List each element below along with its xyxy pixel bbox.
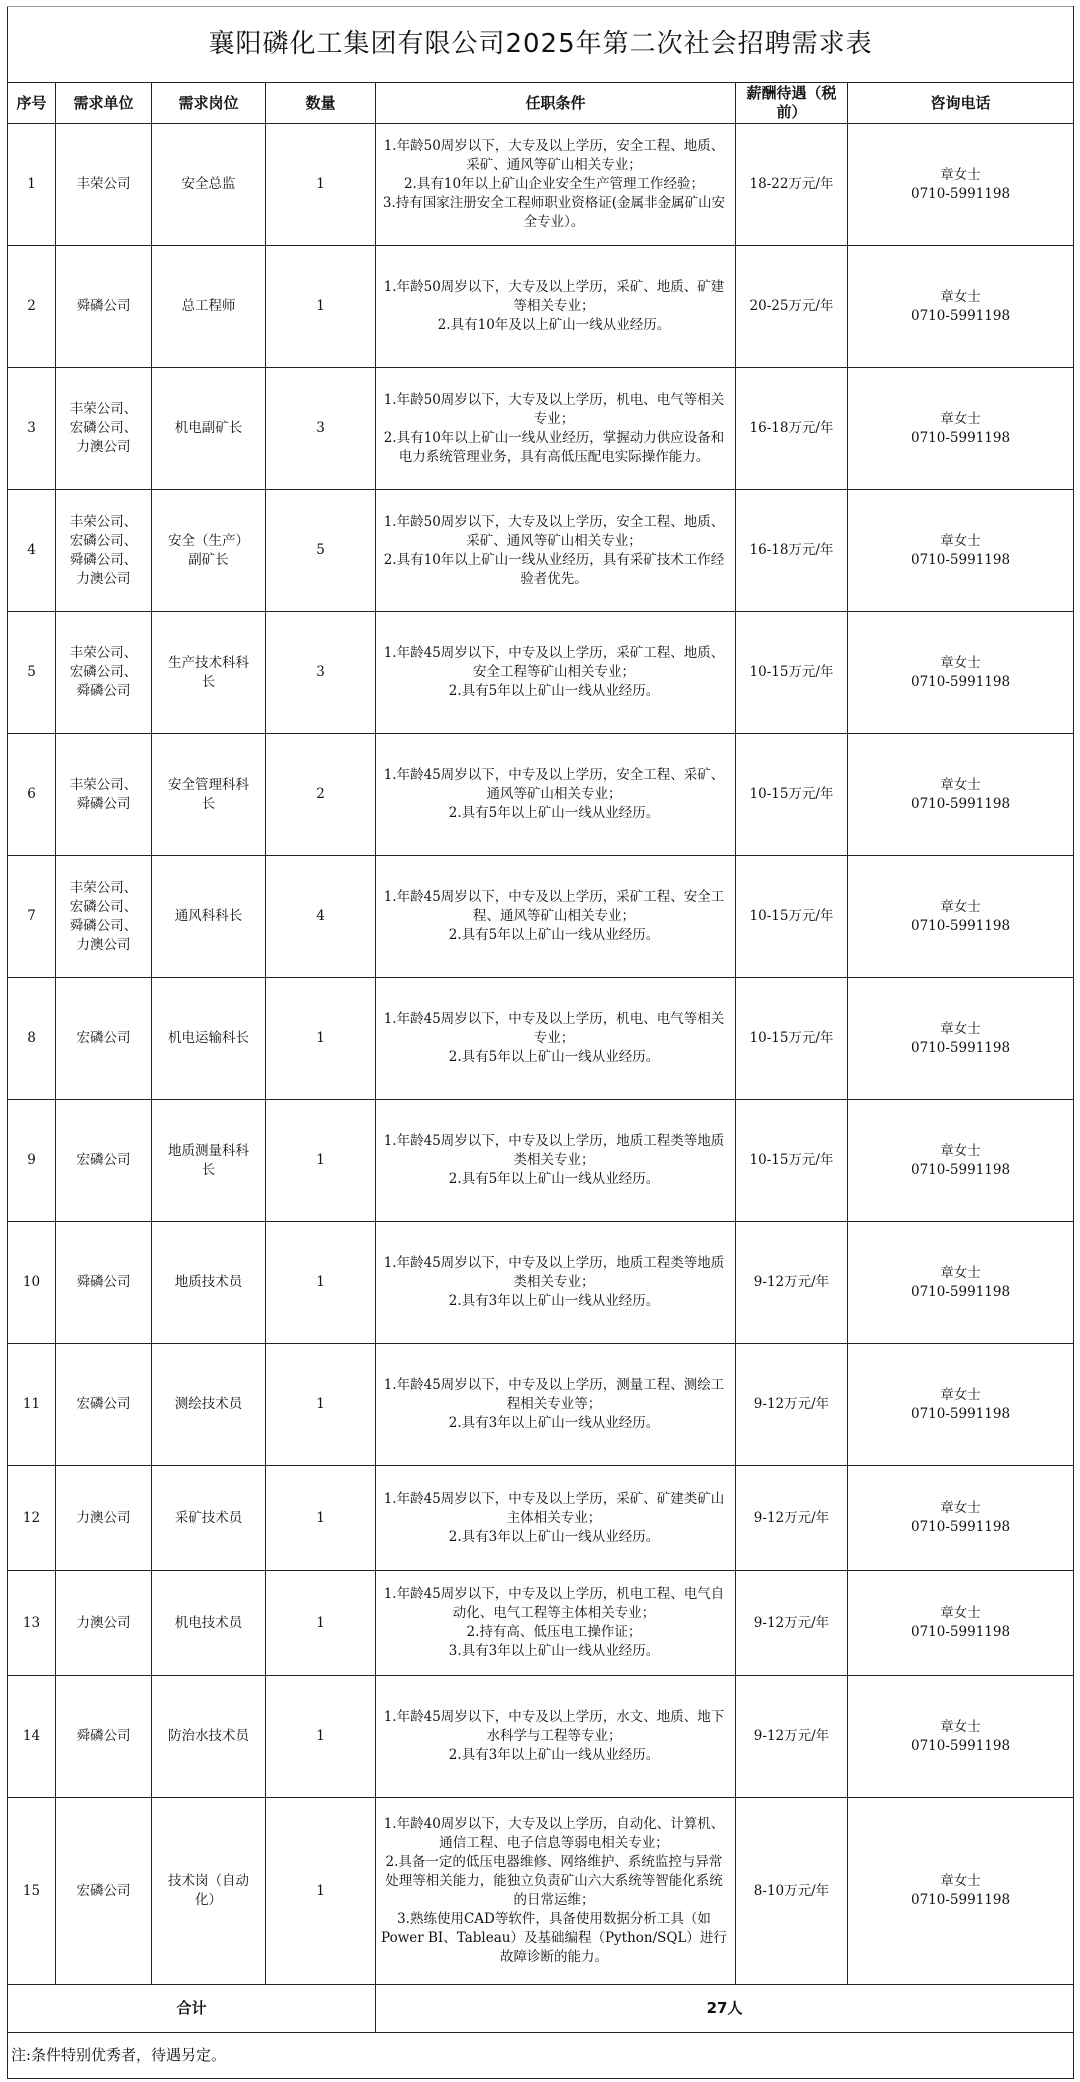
- row-salary: 20-25万元/年: [736, 246, 848, 368]
- row-phone: [848, 1798, 1074, 1985]
- row-post: [152, 1571, 266, 1676]
- post-line: 测绘技术员: [174, 1396, 243, 1412]
- requirement-line: 2.具有5年以上矿山一线从业经历。: [448, 1171, 660, 1187]
- contact-phone: 0710-5991198: [911, 673, 1011, 690]
- row-requirements: [376, 368, 736, 490]
- table-row: [8, 490, 1074, 612]
- unit-line: 丰荣公司、: [69, 645, 138, 661]
- recruitment-table: [7, 6, 1074, 2079]
- table-row: [8, 1100, 1074, 1222]
- requirement-line: 2.具有10年以上矿山企业安全生产管理工作经验；: [403, 176, 705, 192]
- requirement-line: 2.具有10年以上矿山一线从业经历，具有采矿技术工作经验者优先。: [383, 551, 725, 587]
- table-row: [8, 368, 1074, 490]
- total-label: 合计: [8, 1985, 376, 2033]
- row-requirements: [376, 978, 736, 1100]
- contact-name: 章女士: [940, 410, 981, 427]
- requirement-line: 2.持有高、低压电工操作证；: [466, 1624, 642, 1640]
- row-post: [152, 124, 266, 246]
- row-salary: 18-22万元/年: [736, 124, 848, 246]
- row-unit: [56, 1466, 152, 1571]
- row-salary: 10-15万元/年: [736, 856, 848, 978]
- row-requirements: [376, 734, 736, 856]
- note-row: [8, 2033, 1074, 2079]
- table-row: [8, 1344, 1074, 1466]
- table-row: [8, 1571, 1074, 1676]
- row-phone: [848, 1100, 1074, 1222]
- requirement-line: 2.具有3年以上矿山一线从业经历。: [448, 1747, 660, 1763]
- requirement-line: 2.具备一定的低压电器维修、网络维护、系统监控与异常处理等相关能力，能独立负责矿山六大系统等智能化系统的日常运维；: [385, 1854, 723, 1908]
- row-unit: [56, 124, 152, 246]
- row-count: 5: [266, 490, 376, 612]
- unit-line: 宏磷公司: [76, 1396, 131, 1412]
- table-row: [8, 856, 1074, 978]
- post-line: 化）: [195, 1892, 222, 1908]
- post-line: 副矿长: [188, 551, 229, 568]
- row-count: 2: [266, 734, 376, 856]
- row-salary: 16-18万元/年: [736, 490, 848, 612]
- row-number: 5: [8, 612, 56, 734]
- row-salary: 10-15万元/年: [736, 978, 848, 1100]
- row-requirements: [376, 246, 736, 368]
- unit-line: 宏磷公司、: [69, 664, 138, 680]
- row-count: 1: [266, 124, 376, 246]
- row-post: [152, 368, 266, 490]
- row-number: 1: [8, 124, 56, 246]
- row-number: 11: [8, 1344, 56, 1466]
- requirement-line: 2.具有10年及以上矿山一线从业经历。: [437, 317, 671, 333]
- row-salary: 9-12万元/年: [736, 1571, 848, 1676]
- requirement-line: 1.年龄50周岁以下，大专及以上学历，安全工程、地质、采矿、通风等矿山相关专业；: [383, 513, 725, 549]
- requirement-line: 2.具有3年以上矿山一线从业经历。: [448, 1528, 660, 1545]
- row-number: 3: [8, 368, 56, 490]
- post-line: 采矿技术员: [174, 1509, 243, 1526]
- contact-phone: 0710-5991198: [911, 1737, 1011, 1754]
- requirement-line: 1.年龄45周岁以下，中专及以上学历，安全工程、采矿、通风等矿山相关专业；: [383, 767, 725, 802]
- requirement-line: 2.具有3年以上矿山一线从业经历。: [448, 1415, 660, 1431]
- table-row: [8, 1222, 1074, 1344]
- row-count: 1: [266, 1798, 376, 1985]
- unit-line: 舜磷公司: [76, 795, 131, 812]
- post-line: 总工程师: [181, 298, 236, 314]
- row-phone: [848, 124, 1074, 246]
- row-number: 9: [8, 1100, 56, 1222]
- contact-name: 章女士: [940, 898, 981, 915]
- unit-line: 宏磷公司、: [69, 420, 138, 436]
- row-requirements: [376, 856, 736, 978]
- row-phone: [848, 734, 1074, 856]
- requirement-line: 1.年龄45周岁以下，中专及以上学历，水文、地质、地下水科学与工程等专业；: [383, 1709, 725, 1744]
- requirement-line: 1.年龄45周岁以下，中专及以上学历，采矿工程、地质、安全工程等矿山相关专业；: [383, 645, 725, 680]
- row-count: 1: [266, 1466, 376, 1571]
- unit-line: 舜磷公司: [76, 683, 131, 699]
- requirement-line: 1.年龄45周岁以下，中专及以上学历，地质工程类等地质类相关专业；: [383, 1255, 725, 1290]
- header-phone: 咨询电话: [848, 83, 1074, 124]
- row-count: 3: [266, 368, 376, 490]
- contact-phone: 0710-5991198: [911, 1519, 1011, 1535]
- post-line: 生产技术科科: [168, 654, 249, 671]
- unit-line: 丰荣公司、: [69, 879, 138, 896]
- row-phone: [848, 490, 1074, 612]
- row-unit: [56, 246, 152, 368]
- unit-line: 力澳公司: [76, 439, 131, 455]
- header-no: 序号: [8, 83, 56, 124]
- row-requirements: [376, 1344, 736, 1466]
- row-post: [152, 612, 266, 734]
- row-salary: 9-12万元/年: [736, 1676, 848, 1798]
- requirement-line: 3.持有国家注册安全工程师职业资格证(金属非金属矿山安全专业）。: [382, 195, 726, 230]
- table-row: [8, 246, 1074, 368]
- contact-phone: 0710-5991198: [911, 429, 1011, 446]
- contact-name: 章女士: [940, 1500, 981, 1516]
- contact-name: 章女士: [940, 1605, 981, 1621]
- row-number: 6: [8, 734, 56, 856]
- contact-name: 章女士: [940, 1142, 981, 1159]
- contact-phone: 0710-5991198: [911, 551, 1011, 568]
- requirement-line: 1.年龄45周岁以下，中专及以上学历，机电工程、电气自动化、电气工程等主体相关专业；: [383, 1586, 725, 1621]
- unit-line: 丰荣公司、: [69, 401, 138, 417]
- row-phone: [848, 1676, 1074, 1798]
- unit-line: 力澳公司: [76, 936, 131, 953]
- requirement-line: 1.年龄45周岁以下，中专及以上学历，地质工程类等地质类相关专业；: [383, 1133, 725, 1168]
- post-line: 防治水技术员: [168, 1728, 249, 1744]
- row-salary: 9-12万元/年: [736, 1344, 848, 1466]
- unit-line: 丰荣公司、: [69, 513, 138, 530]
- contact-phone: 0710-5991198: [911, 1624, 1011, 1640]
- contact-name: 章女士: [940, 1386, 981, 1403]
- row-phone: [848, 246, 1074, 368]
- requirement-line: 1.年龄50周岁以下，大专及以上学历，采矿、地质、矿建等相关专业；: [383, 279, 725, 314]
- header-post: 需求岗位: [152, 83, 266, 124]
- unit-line: 丰荣公司: [76, 176, 131, 192]
- post-line: 长: [201, 673, 216, 690]
- contact-name: 章女士: [940, 166, 981, 183]
- row-count: 1: [266, 246, 376, 368]
- row-unit: [56, 1676, 152, 1798]
- row-post: [152, 490, 266, 612]
- contact-phone: 0710-5991198: [911, 1161, 1011, 1178]
- unit-line: 舜磷公司: [76, 1728, 131, 1744]
- row-post: [152, 1676, 266, 1798]
- contact-phone: 0710-5991198: [911, 1039, 1011, 1056]
- row-salary: 10-15万元/年: [736, 734, 848, 856]
- unit-line: 力澳公司: [76, 570, 131, 587]
- requirement-line: 3.具有3年以上矿山一线从业经历。: [448, 1643, 660, 1659]
- row-salary: 9-12万元/年: [736, 1466, 848, 1571]
- post-line: 机电技术员: [174, 1614, 243, 1631]
- contact-name: 章女士: [940, 654, 981, 671]
- contact-phone: 0710-5991198: [911, 307, 1011, 324]
- table-row: [8, 612, 1074, 734]
- row-phone: [848, 1344, 1074, 1466]
- unit-line: 力澳公司: [76, 1614, 131, 1631]
- requirement-line: 2.具有5年以上矿山一线从业经历。: [448, 805, 660, 821]
- row-count: 1: [266, 1344, 376, 1466]
- row-number: 13: [8, 1571, 56, 1676]
- row-count: 4: [266, 856, 376, 978]
- row-phone: [848, 1466, 1074, 1571]
- requirement-line: 2.具有5年以上矿山一线从业经历。: [448, 683, 660, 699]
- row-requirements: [376, 612, 736, 734]
- row-requirements: [376, 1798, 736, 1985]
- row-post: [152, 1222, 266, 1344]
- row-post: [152, 1466, 266, 1571]
- total-value: 27人: [376, 1985, 1074, 2033]
- total-row: [8, 1985, 1074, 2033]
- row-post: [152, 1798, 266, 1985]
- header-count: 数量: [266, 83, 376, 124]
- row-post: [152, 978, 266, 1100]
- unit-line: 舜磷公司: [76, 298, 131, 314]
- row-number: 14: [8, 1676, 56, 1798]
- row-requirements: [376, 1676, 736, 1798]
- row-requirements: [376, 1466, 736, 1571]
- row-post: [152, 856, 266, 978]
- row-number: 12: [8, 1466, 56, 1571]
- table-body: [8, 124, 1074, 1985]
- contact-phone: 0710-5991198: [911, 1892, 1011, 1908]
- table-row: [8, 1466, 1074, 1571]
- row-post: [152, 1100, 266, 1222]
- row-unit: [56, 490, 152, 612]
- requirement-line: 1.年龄45周岁以下，中专及以上学历，采矿、矿建类矿山主体相关专业；: [383, 1490, 725, 1526]
- row-post: [152, 1344, 266, 1466]
- table-row: [8, 124, 1074, 246]
- row-phone: [848, 856, 1074, 978]
- header-unit: 需求单位: [56, 83, 152, 124]
- post-line: 机电副矿长: [174, 420, 243, 436]
- contact-name: 章女士: [940, 1718, 981, 1735]
- post-line: 长: [201, 1161, 216, 1178]
- header-salary: 薪酬待遇（税前）: [736, 83, 848, 124]
- requirement-line: 2.具有5年以上矿山一线从业经历。: [448, 927, 660, 943]
- row-post: [152, 734, 266, 856]
- row-salary: 16-18万元/年: [736, 368, 848, 490]
- post-line: 地质测量科科: [168, 1142, 249, 1159]
- row-unit: [56, 1344, 152, 1466]
- row-unit: [56, 734, 152, 856]
- requirement-line: 3.熟练使用CAD等软件，具备使用数据分析工具（如Power BI、Tableau）及基础编程（Python/SQL）进行故障诊断的能力。: [381, 1911, 727, 1965]
- requirement-line: 1.年龄45周岁以下，中专及以上学历，采矿工程、安全工程、通风等矿山相关专业；: [383, 889, 725, 924]
- unit-line: 舜磷公司: [76, 1274, 131, 1290]
- row-phone: [848, 1571, 1074, 1676]
- row-unit: [56, 1100, 152, 1222]
- row-number: 8: [8, 978, 56, 1100]
- row-requirements: [376, 1571, 736, 1676]
- requirement-line: 2.具有10年以上矿山一线从业经历，掌握动力供应设备和电力系统管理业务，具有高低压配电实际操作能力。: [383, 429, 725, 465]
- table-row: [8, 978, 1074, 1100]
- requirement-line: 1.年龄40周岁以下，大专及以上学历，自动化、计算机、通信工程、电子信息等弱电相关专业；: [383, 1816, 725, 1851]
- table-row: [8, 734, 1074, 856]
- row-number: 7: [8, 856, 56, 978]
- post-line: 地质技术员: [174, 1274, 243, 1290]
- contact-name: 章女士: [940, 776, 981, 793]
- unit-line: 宏磷公司、: [69, 532, 138, 549]
- contact-name: 章女士: [940, 532, 981, 549]
- post-line: 技术岗（自动: [168, 1873, 249, 1889]
- row-count: 1: [266, 1222, 376, 1344]
- row-count: 3: [266, 612, 376, 734]
- header-row: [8, 83, 1074, 124]
- contact-phone: 0710-5991198: [911, 1405, 1011, 1422]
- row-unit: [56, 1798, 152, 1985]
- unit-line: 宏磷公司、: [69, 898, 138, 915]
- row-number: 10: [8, 1222, 56, 1344]
- unit-line: 宏磷公司: [76, 1152, 131, 1168]
- requirement-line: 1.年龄45周岁以下，中专及以上学历，机电、电气等相关专业；: [383, 1011, 725, 1046]
- row-unit: [56, 612, 152, 734]
- row-unit: [56, 1222, 152, 1344]
- contact-phone: 0710-5991198: [911, 795, 1011, 812]
- row-requirements: [376, 1222, 736, 1344]
- row-requirements: [376, 490, 736, 612]
- requirement-line: 1.年龄50周岁以下，大专及以上学历，机电、电气等相关专业；: [383, 391, 725, 427]
- row-number: 15: [8, 1798, 56, 1985]
- row-phone: [848, 978, 1074, 1100]
- unit-line: 宏磷公司: [76, 1030, 131, 1046]
- table-row: [8, 1676, 1074, 1798]
- contact-phone: 0710-5991198: [911, 185, 1011, 202]
- contact-name: 章女士: [940, 288, 981, 305]
- table-row: [8, 1798, 1074, 1985]
- row-salary: 10-15万元/年: [736, 612, 848, 734]
- row-count: 1: [266, 1100, 376, 1222]
- row-phone: [848, 1222, 1074, 1344]
- row-phone: [848, 612, 1074, 734]
- requirement-line: 1.年龄45周岁以下，中专及以上学历，测量工程、测绘工程相关专业等；: [383, 1377, 725, 1412]
- contact-name: 章女士: [940, 1020, 981, 1037]
- requirement-line: 2.具有3年以上矿山一线从业经历。: [448, 1293, 660, 1309]
- contact-phone: 0710-5991198: [911, 1283, 1011, 1300]
- header-requirements: 任职条件: [376, 83, 736, 124]
- contact-name: 章女士: [940, 1264, 981, 1281]
- unit-line: 宏磷公司: [76, 1882, 131, 1899]
- note-text: 注:条件特别优秀者，待遇另定。: [8, 2033, 1074, 2079]
- row-count: 1: [266, 1676, 376, 1798]
- post-line: 安全（生产）: [168, 532, 249, 549]
- row-salary: 8-10万元/年: [736, 1798, 848, 1985]
- row-unit: [56, 1571, 152, 1676]
- row-unit: [56, 978, 152, 1100]
- contact-phone: 0710-5991198: [911, 917, 1011, 934]
- requirement-line: 2.具有5年以上矿山一线从业经历。: [448, 1049, 660, 1065]
- row-salary: 10-15万元/年: [736, 1100, 848, 1222]
- row-post: [152, 246, 266, 368]
- row-count: 1: [266, 978, 376, 1100]
- page-title: 襄阳磷化工集团有限公司2025年第二次社会招聘需求表: [8, 7, 1074, 83]
- unit-line: 力澳公司: [76, 1509, 131, 1526]
- post-line: 通风科科长: [174, 908, 243, 924]
- row-phone: [848, 368, 1074, 490]
- post-line: 安全管理科科: [168, 776, 249, 793]
- post-line: 机电运输科长: [168, 1030, 249, 1046]
- row-number: 2: [8, 246, 56, 368]
- row-unit: [56, 856, 152, 978]
- requirement-line: 1.年龄50周岁以下，大专及以上学历，安全工程、地质、采矿、通风等矿山相关专业；: [383, 138, 725, 173]
- unit-line: 丰荣公司、: [69, 776, 138, 793]
- post-line: 长: [201, 795, 216, 812]
- row-requirements: [376, 1100, 736, 1222]
- contact-name: 章女士: [940, 1873, 981, 1889]
- unit-line: 舜磷公司、: [69, 551, 138, 568]
- row-requirements: [376, 124, 736, 246]
- unit-line: 舜磷公司、: [69, 917, 138, 934]
- row-salary: 9-12万元/年: [736, 1222, 848, 1344]
- row-number: 4: [8, 490, 56, 612]
- row-unit: [56, 368, 152, 490]
- row-count: 1: [266, 1571, 376, 1676]
- post-line: 安全总监: [181, 176, 236, 192]
